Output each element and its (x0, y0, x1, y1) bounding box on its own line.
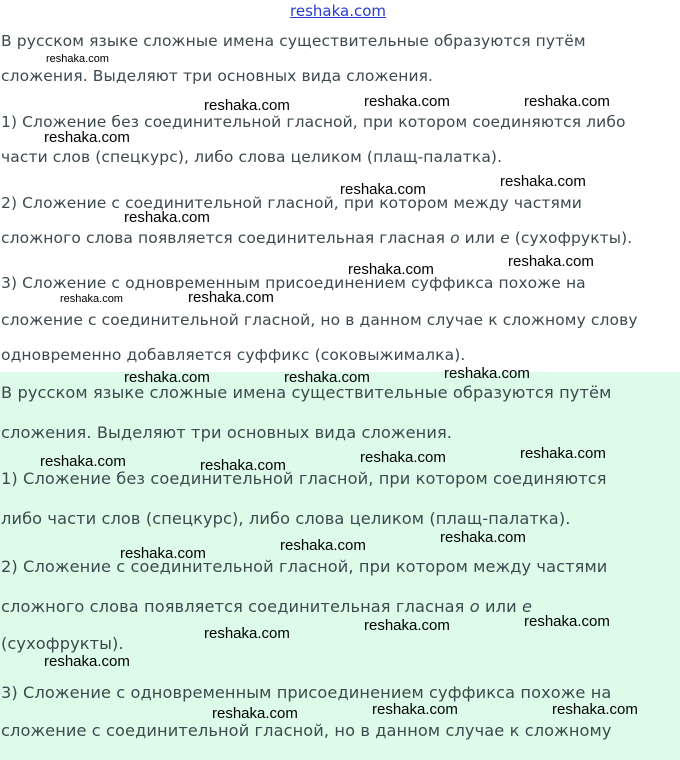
text-line: части слов (спецкурс), либо слова целиком (плащ-палатка). (1, 148, 503, 166)
text-line: 1) Сложение без соединительной гласной, при котором соединяются (1, 469, 607, 488)
watermark: reshaka.com (46, 53, 109, 65)
watermark: reshaka.com (200, 457, 286, 474)
watermark: reshaka.com (44, 129, 130, 146)
text-line: одновременно добавляется суффикс (соковыжималка). (1, 346, 466, 364)
watermark: reshaka.com (204, 625, 290, 642)
watermark: reshaka.com (40, 453, 126, 470)
watermark: reshaka.com (508, 253, 594, 270)
watermark: reshaka.com (444, 365, 530, 382)
watermark: reshaka.com (500, 173, 586, 190)
watermark: reshaka.com (364, 617, 450, 634)
watermark: reshaka.com (348, 261, 434, 278)
watermark: reshaka.com (212, 705, 298, 722)
text-line: 1) Сложение без соединительной гласной, при котором соединяются либо (1, 113, 626, 131)
text-line: 3) Сложение с одновременным присоединением суффикса похоже на (1, 683, 612, 702)
text-line: 3) Сложение с одновременным присоединением суффикса похоже на (1, 274, 586, 292)
page-header (0, 0, 680, 26)
watermark: reshaka.com (520, 445, 606, 462)
text-line: сложения. Выделяют три основных вида сложения. (1, 423, 453, 442)
text-line: 2) Сложение с соединительной гласной, при котором между частями (1, 194, 582, 212)
watermark: reshaka.com (124, 209, 210, 226)
site-link[interactable]: reshaka.com (290, 2, 386, 20)
watermark: reshaka.com (284, 369, 370, 386)
text-line: В русском языке сложные имена существительные образуются путём (1, 383, 612, 402)
watermark: reshaka.com (188, 289, 274, 306)
text-line: сложения. Выделяют три основных вида сложения. (1, 67, 434, 85)
watermark: reshaka.com (552, 701, 638, 718)
text-line: 2) Сложение с соединительной гласной, при котором между частями (1, 557, 608, 576)
watermark: reshaka.com (372, 701, 458, 718)
watermark: reshaka.com (364, 93, 450, 110)
text-line: В русском языке сложные имена существительные образуются путём (1, 32, 586, 50)
watermark: reshaka.com (60, 293, 123, 305)
watermark: reshaka.com (440, 529, 526, 546)
watermark: reshaka.com (280, 537, 366, 554)
watermark: reshaka.com (204, 97, 290, 114)
watermark: reshaka.com (524, 93, 610, 110)
watermark: reshaka.com (124, 369, 210, 386)
text-line: (сухофрукты). (1, 634, 124, 653)
text-line: либо части слов (спецкурс), либо слова целиком (плащ-палатка). (1, 509, 571, 528)
watermark: reshaka.com (524, 613, 610, 630)
watermark: reshaka.com (360, 449, 446, 466)
text-line: сложного слова появляется соединительная гласная о или е (1, 597, 533, 616)
watermark: reshaka.com (340, 181, 426, 198)
text-line: сложение с соединительной гласной, но в данном случае к сложному (1, 721, 612, 740)
text-line: сложного слова появляется соединительная гласная о или е (сухофрукты). (1, 229, 633, 247)
text-line: сложение с соединительной гласной, но в данном случае к сложному слову (1, 311, 638, 329)
watermark: reshaka.com (120, 545, 206, 562)
watermark: reshaka.com (44, 653, 130, 670)
